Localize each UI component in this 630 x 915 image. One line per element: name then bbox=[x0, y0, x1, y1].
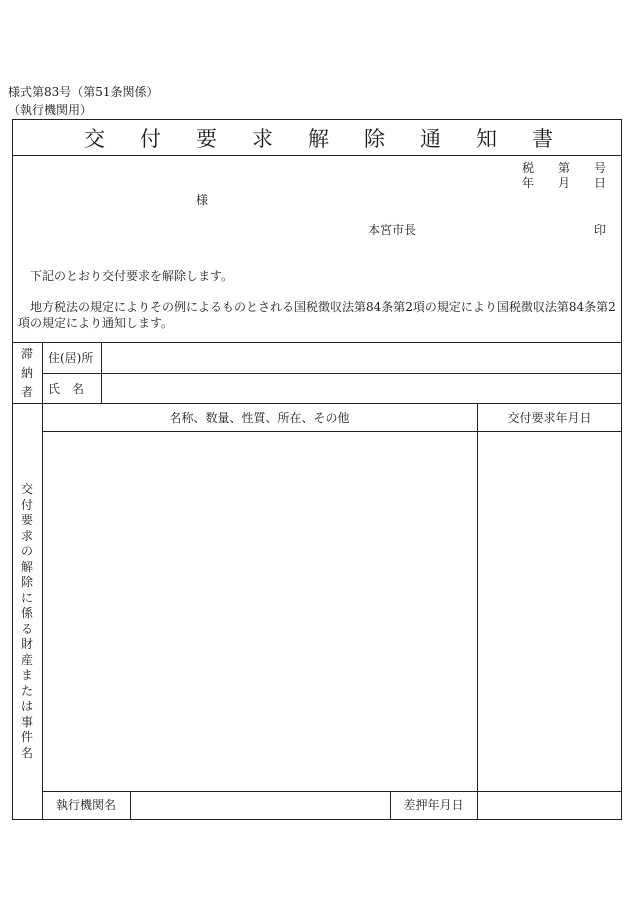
usage-label: （執行機関用） bbox=[8, 103, 93, 117]
seizure-date-field bbox=[478, 792, 621, 819]
address-label: 住(居)所 bbox=[48, 351, 94, 365]
title-char: 除 bbox=[364, 127, 385, 151]
addressee-suffix: 様 bbox=[196, 193, 209, 207]
seal-mark: 印 bbox=[594, 223, 607, 237]
legal-text: 地方税法の規定によりその例によるものとされる国税徴収法第84条第2項の規定により国税徴収法第84条第2項の規定により通知します。 bbox=[18, 300, 616, 330]
property-details-area bbox=[43, 432, 476, 790]
name-field bbox=[102, 374, 621, 402]
title-char: 通 bbox=[420, 127, 441, 151]
notice-text: 下記のとおり交付要求を解除します。 bbox=[30, 269, 234, 283]
request-date-area bbox=[478, 432, 621, 790]
property-side-label: 交 付 要 求 の 解 除 に 係 る 財 産 ま た は 事 件 名 bbox=[20, 482, 33, 760]
title-char: 要 bbox=[196, 127, 217, 151]
seizure-date-label: 差押年月日 bbox=[403, 798, 464, 812]
agency-label: 執行機関名 bbox=[55, 798, 116, 812]
title-char: 求 bbox=[252, 127, 273, 151]
date-column-header: 交付要求年月日 bbox=[507, 411, 592, 425]
address-field bbox=[102, 343, 621, 372]
title-char: 交 bbox=[84, 127, 105, 151]
sender-name: 本宮市長 bbox=[368, 223, 417, 237]
title-char: 付 bbox=[140, 127, 161, 151]
form-number: 様式第83号（第51条関係） bbox=[8, 85, 159, 99]
taxpayer-side-label: 滞 納 者 bbox=[20, 347, 33, 399]
agency-field bbox=[131, 792, 389, 819]
details-column-header: 名称、数量、性質、所在、その他 bbox=[169, 411, 350, 425]
title-char: 解 bbox=[308, 127, 329, 151]
title-char: 知 bbox=[476, 127, 497, 151]
name-label: 氏 名 bbox=[48, 382, 85, 396]
title-char: 書 bbox=[532, 127, 553, 151]
